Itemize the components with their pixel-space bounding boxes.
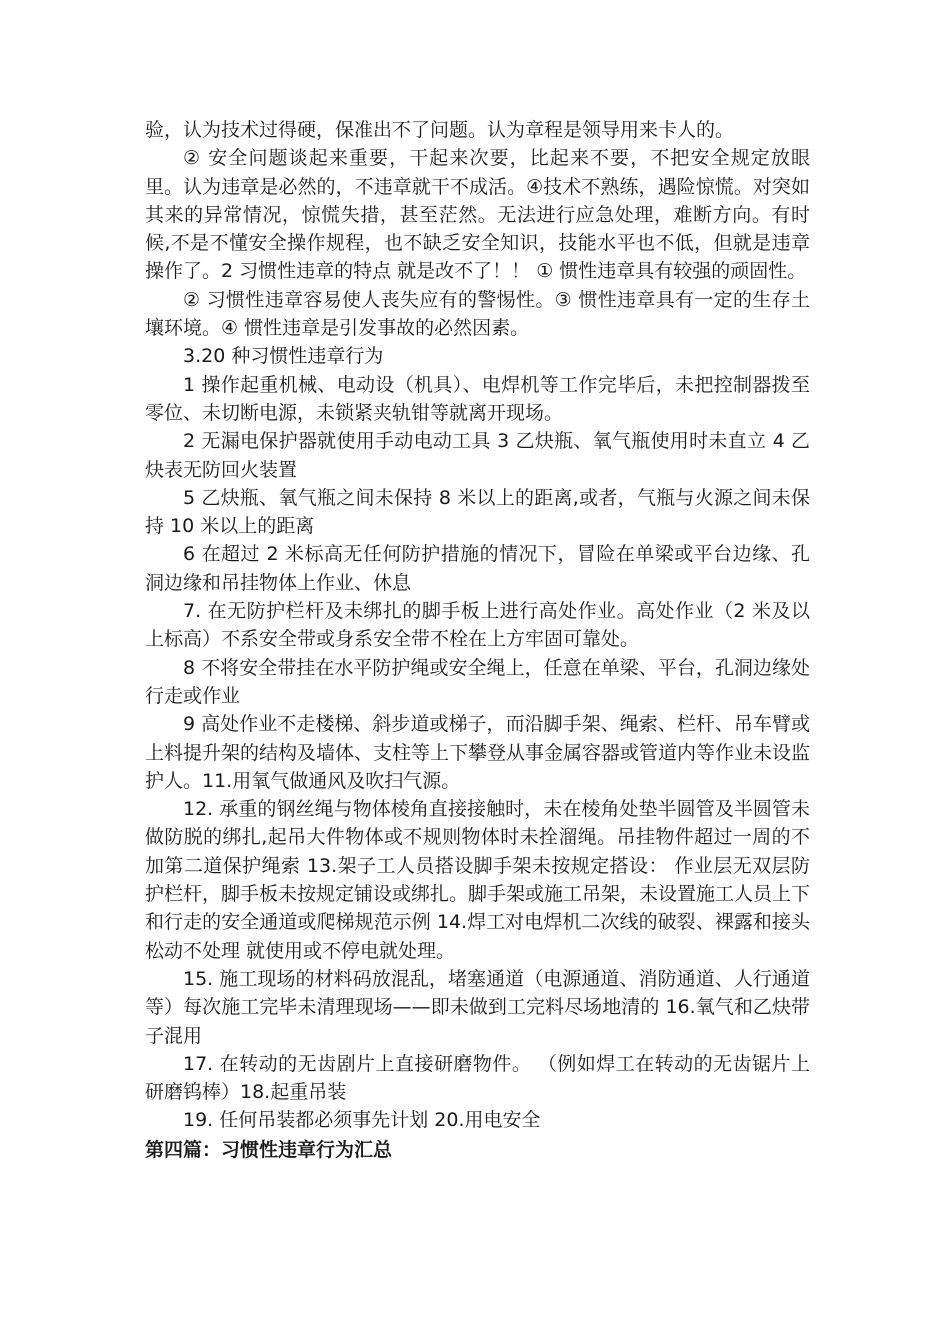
paragraph: ② 习惯性违章容易使人丧失应有的警惕性。③ 惯性违章具有一定的生存土壤环境。④ 惯性违章是引发事故的必然因素。 xyxy=(145,288,810,340)
section-title: 3.20 种习惯性违章行为 xyxy=(183,345,384,368)
list-item: 7. 在无防护栏杆及未绑扎的脚手板上进行高处作业。高处作业（2 米及以上标高）不系安全带或身系安全带不栓在上方牢固可靠处。 xyxy=(145,600,810,651)
list-item: 2 无漏电保护器就使用手动电动工具 3 乙炔瓶、氧气瓶使用时未直立 4 乙炔表无防回火装置 xyxy=(145,430,810,481)
paragraph-continuation: 验，认为技术过得硬，保准出不了问题。认为章程是领导用来卡人的。 xyxy=(145,119,735,141)
list-item: 6 在超过 2 米标高无任何防护措施的情况下，冒险在单梁或平台边缘、孔洞边缘和吊挂物体上作业、休息 xyxy=(145,543,810,594)
paragraph: ② 安全问题谈起来重要，干起来次要，比起来不要，不把安全规定放眼里。认为违章是必然的，不违章就干不成活。④技术不熟练，遇险惊慌。对突如其来的异常情况，惊慌失措，甚至茫然。无法进行应急处理，难断方向。有时候,不是不懂安全操作规程，也不缺乏安全知识，技能水平也不低，但就是违章操作了。2 习惯性违章的特点 就是改不了！！ ① 惯性违章具有较强的顽固性。 xyxy=(145,147,810,283)
document-body xyxy=(145,116,810,1164)
list-item: 1 操作起重机械、电动设（机具）、电焊机等工作完毕后，未把控制器拨至零位、未切断电源，未锁紧夹轨钳等就离开现场。 xyxy=(145,373,810,424)
list-item: 15. 施工现场的材料码放混乱，堵塞通道（电源通道、消防通道、人行通道等）每次施工完毕未清理现场——即未做到工完料尽场地清的 16.氧气和乙炔带子混用 xyxy=(145,967,810,1047)
list-item: 8 不将安全带挂在水平防护绳或安全绳上，任意在单梁、平台，孔洞边缘处行走或作业 xyxy=(145,656,810,707)
list-item: 17. 在转动的无齿剧片上直接研磨物件。 （例如焊工在转动的无齿锯片上研磨钨棒）18.起重吊装 xyxy=(145,1052,810,1104)
list-item: 19. 任何吊装都必须事先计划 20.用电安全 xyxy=(183,1109,541,1132)
chapter-heading: 第四篇：习惯性违章行为汇总 xyxy=(145,1138,393,1161)
list-item: 12. 承重的钢丝绳与物体棱角直接接触时，未在棱角处垫半圆管及半圆管未做防脱的绑扎,起吊大件物体或不规则物体时未拴溜绳。吊挂物件超过一周的不加第二道保护绳索 13.架子工人员搭设脚手架未按规定搭设： 作业层无双层防护栏杆，脚手板未按规定铺设或绑扎。脚手架或施工吊架，未设置施工人员上下和行走的安全通道或爬梯规范示例 14.焊工对电焊机二次线的破裂、裸露和接头松动不处理 就使用或不停电就处理。 xyxy=(145,798,811,962)
list-item: 9 高处作业不走楼梯、斜步道或梯子，而沿脚手架、绳索、栏杆、吊车臂或上料提升架的结构及墙体、支柱等上下攀登从事金属容器或管道内等作业未设监护人。11.用氧气做通风及吹扫气源。 xyxy=(145,713,811,792)
list-item: 5 乙炔瓶、氧气瓶之间未保持 8 米以上的距离,或者，气瓶与火源之间未保持 10 米以上的距离 xyxy=(145,486,810,538)
